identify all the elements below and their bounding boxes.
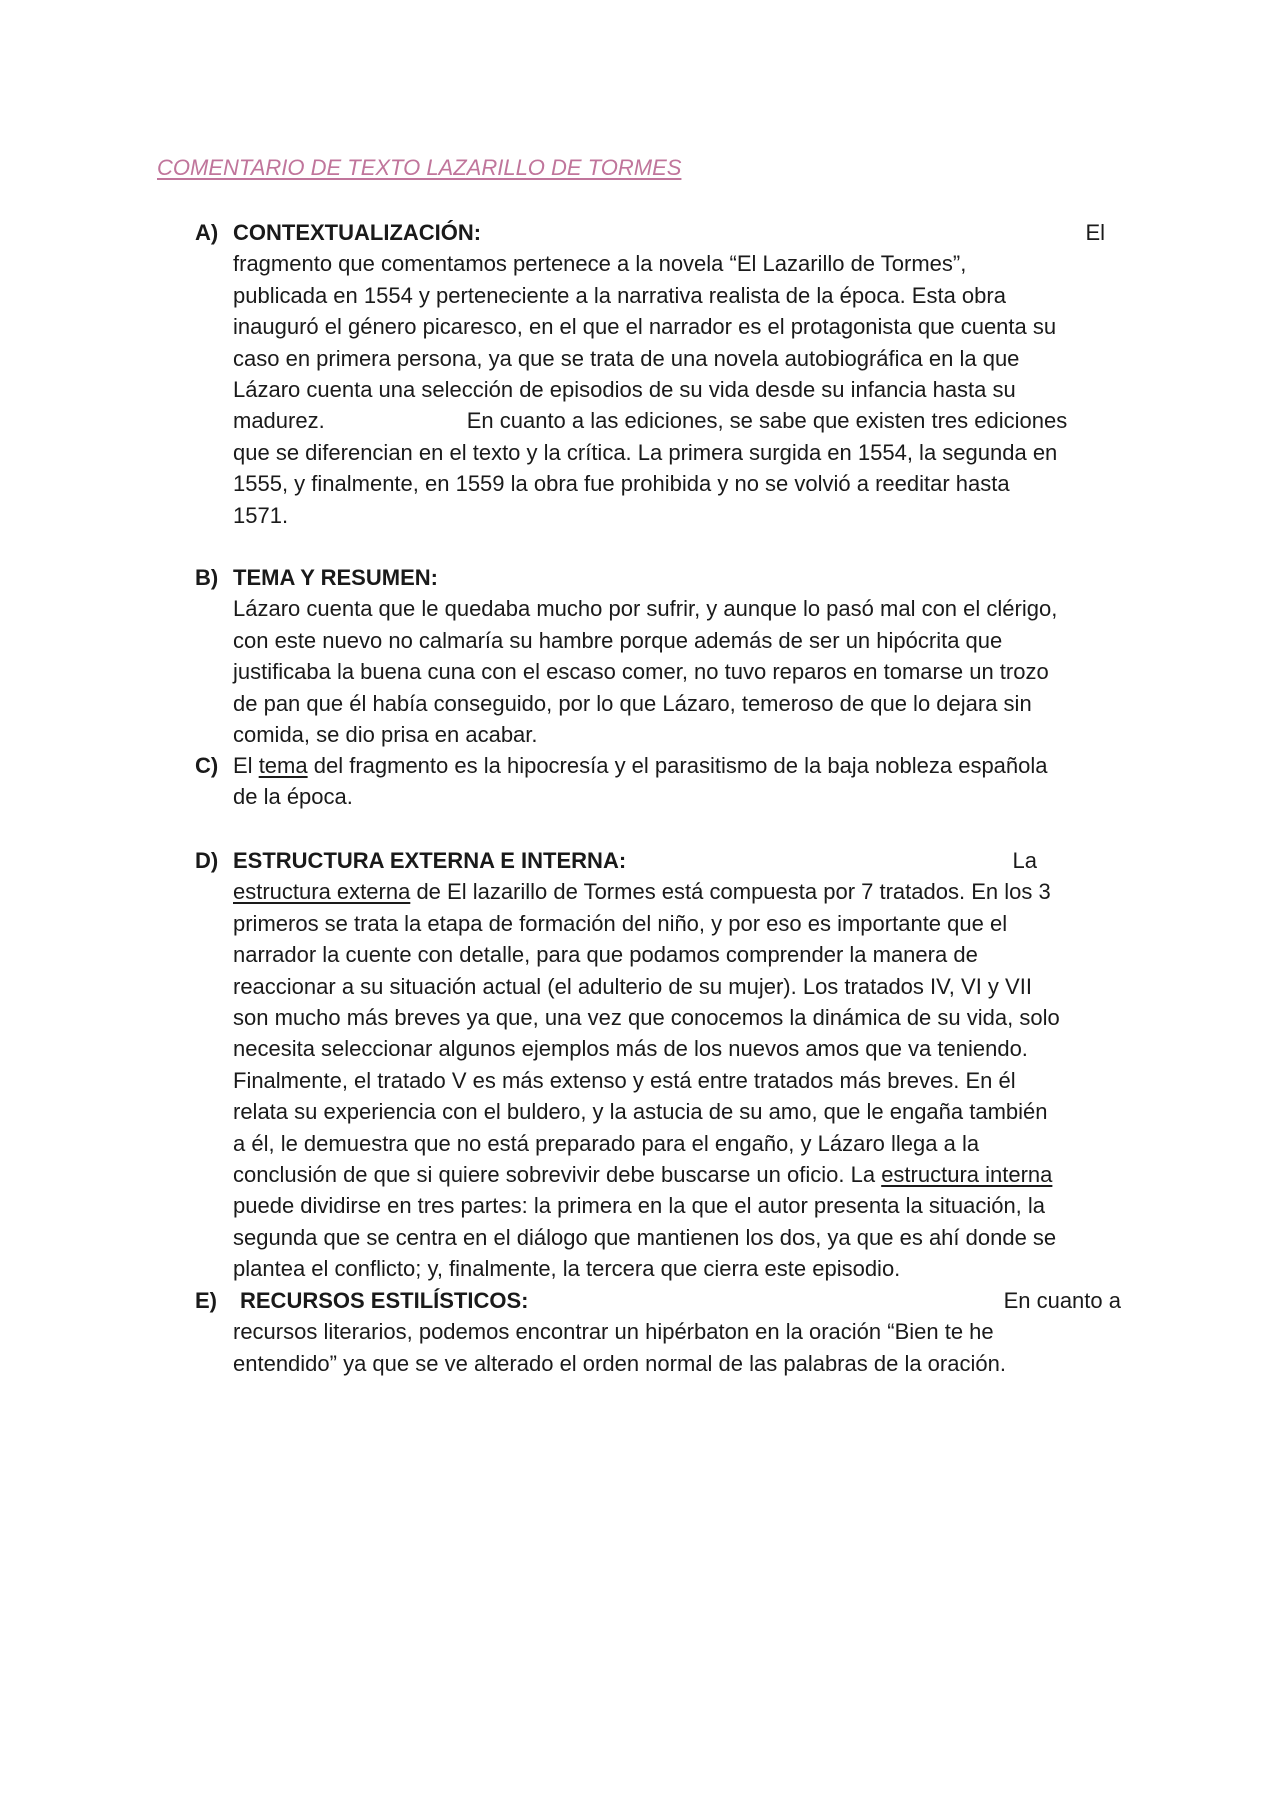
paragraph-line: 1571. [233,502,289,528]
section-body [233,562,1135,750]
section-heading-line [233,845,1135,876]
paragraph-line: justificaba la buena cuna con el escaso comer, no tuvo reparos en tomarse un trozo [233,659,1049,685]
section-e [195,1285,1135,1379]
paragraph-line [233,876,1135,907]
paragraph-line: inauguró el género picaresco, en el que el narrador es el protagonista que cuenta su [233,314,1057,340]
paragraph-line: con este nuevo no calmaría su hambre porque además de ser un hipócrita que [233,627,1003,653]
section-heading: ESTRUCTURA EXTERNA E INTERNA: [233,848,627,873]
line-end: de El lazarillo de Tormes está compuesta por 7 tratados. En los 3 [416,879,1051,905]
section-body [233,217,1135,531]
section-marker: E) [195,1288,217,1313]
line-start: El [233,753,253,778]
paragraph-line [233,1159,1135,1190]
underlined-term-estructura-interna: estructura interna [881,1162,1053,1188]
paragraph-line: comida, se dio prisa en acabar. [233,722,538,748]
line-end: En cuanto a las ediciones, se sabe que existen tres ediciones [466,408,1068,434]
paragraph-line: relata su experiencia con el buldero, y la astucia de su amo, que le engaña también [233,1099,1048,1125]
section-heading-line [233,562,1135,593]
paragraph-line: a él, le demuestra que no está preparado para el engaño, y Lázaro llega a la [233,1130,980,1156]
paragraph-line: plantea el conflicto; y, finalmente, la tercera que cierra este episodio. [233,1256,901,1282]
section-heading: CONTEXTUALIZACIÓN: [233,220,482,245]
section-body [233,1285,1135,1379]
section-marker: C) [195,753,219,778]
paragraph-line: son mucho más breves ya que, una vez que conocemos la dinámica de su vida, solo [233,1005,1060,1031]
section-d [195,845,1135,1285]
section-marker: B) [195,565,219,590]
section-body [233,750,1135,813]
document-title: COMENTARIO DE TEXTO LAZARILLO DE TORMES [157,155,682,180]
paragraph-line: segunda que se centra en el diálogo que mantienen los dos, ya que es ahí donde se [233,1224,1057,1250]
line-start: conclusión de que si quiere sobrevivir debe buscarse un oficio. La [233,1162,876,1188]
paragraph-line: de la época. [233,784,353,810]
section-a [195,217,1135,531]
section-marker: A) [195,220,219,245]
paragraph-line [233,405,1135,436]
underlined-term-estructura-externa: estructura externa [233,879,411,905]
heading-tail-word: La [1012,848,1037,873]
paragraph-line: 1555, y finalmente, en 1559 la obra fue prohibida y no se volvió a reeditar hasta [233,471,1010,497]
section-heading: TEMA Y RESUMEN: [233,565,438,590]
paragraph-line: de pan que él había conseguido, por lo que Lázaro, temeroso de que lo dejara sin [233,690,1032,716]
heading-tail-word: El [1085,220,1105,245]
line-start: madurez. [233,408,325,434]
section-marker: D) [195,848,219,873]
paragraph-line: Lázaro cuenta que le quedaba mucho por sufrir, y aunque lo pasó mal con el clérigo, [233,596,1058,622]
paragraph-line: que se diferencian en el texto y la crítica. La primera surgida en 1554, la segunda en [233,439,1058,465]
paragraph-line: recursos literarios, podemos encontrar un hipérbaton en la oración “Bien te he [233,1319,994,1345]
paragraph-line: caso en primera persona, ya que se trata de una novela autobiográfica en la que [233,345,1020,371]
section-b [195,562,1135,750]
section-heading: RECURSOS ESTILÍSTICOS: [240,1288,529,1313]
underlined-term-tema: tema [258,753,308,778]
section-c [195,750,1135,813]
paragraph-line: reaccionar a su situación actual (el adulterio de su mujer). Los tratados IV, VI y VII [233,973,1032,999]
section-heading-line [233,1285,1135,1316]
section-heading-line [233,217,1135,248]
paragraph-line: entendido” ya que se ve alterado el orden normal de las palabras de la oración. [233,1350,1006,1376]
section-body [233,845,1135,1285]
line-end: del fragmento es la hipocresía y el parasitismo de la baja nobleza española [313,753,1048,778]
paragraph-line: Finalmente, el tratado V es más extenso y está entre tratados más breves. En él [233,1067,1016,1093]
paragraph-line: Lázaro cuenta una selección de episodios de su vida desde su infancia hasta su [233,377,1016,403]
paragraph-line: puede dividirse en tres partes: la primera en la que el autor presenta la situación, la [233,1193,1046,1219]
paragraph-line: fragmento que comentamos pertenece a la novela “El Lazarillo de Tormes”, [233,251,967,277]
paragraph-line [233,750,1135,781]
paragraph-line: necesita seleccionar algunos ejemplos más de los nuevos amos que va teniendo. [233,1036,1028,1062]
paragraph-line: primeros se trata la etapa de formación del niño, y por eso es importante que el [233,910,1008,936]
paragraph-line: narrador la cuente con detalle, para que podamos comprender la manera de [233,942,978,968]
heading-tail-word: En cuanto a [1003,1288,1121,1313]
paragraph-line: publicada en 1554 y perteneciente a la narrativa realista de la época. Esta obra [233,282,1006,308]
